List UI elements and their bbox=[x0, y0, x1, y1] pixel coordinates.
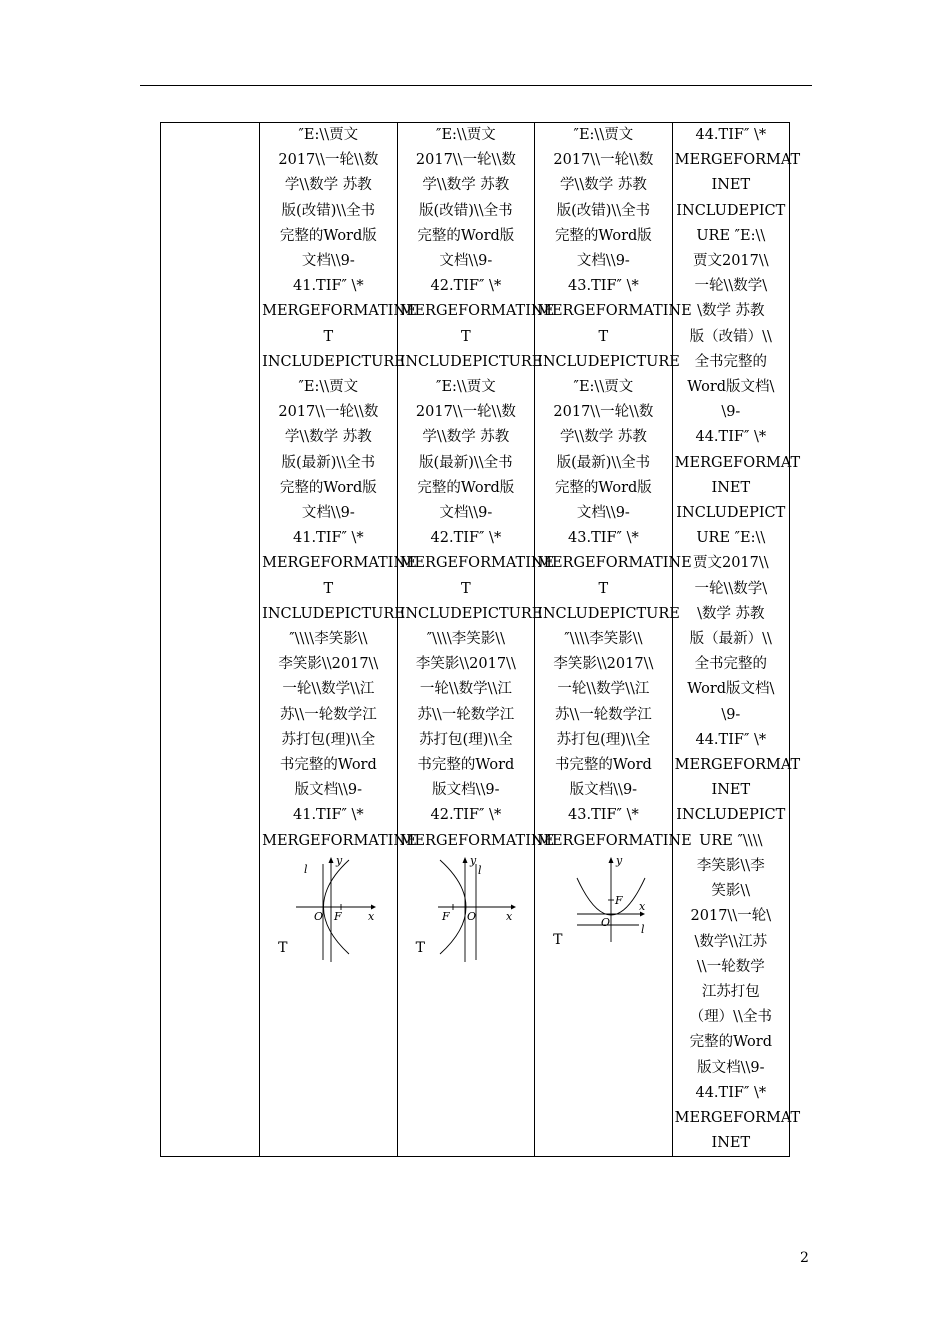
table-cell-fig-41 bbox=[260, 123, 417, 1157]
text-line: 完整的Word版 bbox=[554, 479, 652, 496]
field-code-text bbox=[260, 123, 417, 854]
text-line: 41.TIF″ \* bbox=[293, 530, 364, 547]
text-line: INET bbox=[711, 1135, 751, 1152]
text-line: Word版文档\ bbox=[687, 681, 775, 698]
text-line: 42.TIF″ \* bbox=[430, 530, 502, 547]
text-line: 完整的Word版 bbox=[417, 479, 515, 496]
text-line: 苏\\一轮数学江 bbox=[279, 706, 377, 723]
text-line: 44.TIF″ \* bbox=[695, 731, 767, 748]
text-line: 书完整的Word bbox=[554, 757, 652, 774]
label-x: x bbox=[639, 899, 646, 913]
label-y: y bbox=[616, 853, 623, 867]
text-line: 版(改错)\\全书 bbox=[281, 202, 376, 219]
trailing-mark: T bbox=[553, 931, 563, 948]
figure-41-wrap bbox=[260, 854, 397, 969]
text-line: 完整的Word版 bbox=[279, 227, 377, 244]
text-line: \数学 苏教 bbox=[697, 303, 765, 320]
figure-42-wrap bbox=[398, 854, 535, 969]
text-line: INCLUDEPICTURE bbox=[537, 605, 680, 622]
text-line: 学\\数学 苏教 bbox=[422, 429, 510, 446]
text-line: 苏打包(理)\\全 bbox=[556, 731, 651, 748]
text-line: 书完整的Word bbox=[417, 757, 515, 774]
label-y: y bbox=[336, 853, 343, 867]
text-line: MERGEFORMAT bbox=[674, 152, 801, 169]
text-line: ″E:\\贾文 bbox=[573, 127, 634, 143]
text-line: 2017\\一轮\\数 bbox=[553, 152, 654, 169]
label-focus: F bbox=[441, 909, 450, 923]
table-cell-fig-42 bbox=[397, 123, 555, 1157]
text-line: ″E:\\贾文 bbox=[436, 127, 496, 143]
text-line: \\一轮数学 bbox=[696, 958, 765, 975]
text-line: 版（最新）\\ bbox=[689, 631, 772, 648]
text-line: 贾文2017\\ bbox=[692, 555, 769, 572]
label-origin: O bbox=[314, 909, 324, 923]
text-line: 2017\\一轮\ bbox=[690, 908, 772, 925]
text-line: 版（改错）\\ bbox=[689, 328, 772, 345]
text-line: 41.TIF″ \* bbox=[293, 807, 364, 824]
field-code-text bbox=[535, 123, 692, 854]
text-line: \9- bbox=[721, 706, 741, 723]
text-line: MERGEFORMAT bbox=[674, 1109, 801, 1126]
text-line: MERGEFORMATINE bbox=[399, 555, 555, 572]
text-line: MERGEFORMATINE bbox=[537, 832, 692, 849]
text-line: 完整的Word bbox=[689, 1034, 772, 1051]
text-line: 43.TIF″ \* bbox=[568, 278, 639, 295]
text-line: INCLUDEPICTURE bbox=[399, 353, 543, 370]
text-line: 版(最新)\\全书 bbox=[281, 454, 376, 471]
text-line: 苏打包(理)\\全 bbox=[281, 731, 376, 748]
text-line: 笑影\\ bbox=[711, 883, 751, 900]
text-line: MERGEFORMATINE bbox=[262, 555, 417, 572]
text-line: 43.TIF″ \* bbox=[568, 807, 639, 824]
text-line: MERGEFORMATINE bbox=[537, 555, 692, 572]
table-cell-fig-44 bbox=[672, 123, 801, 1157]
page-number: 2 bbox=[800, 1250, 809, 1266]
text-line: 学\\数学 苏教 bbox=[559, 177, 647, 194]
text-line: ″E:\\贾文 bbox=[436, 379, 496, 396]
text-line: 版(最新)\\全书 bbox=[419, 454, 513, 471]
text-line: INCLUDEPICTURE bbox=[262, 605, 405, 622]
text-line: ″E:\\贾文 bbox=[298, 379, 359, 396]
text-line: 一轮\\数学\\江 bbox=[419, 681, 512, 698]
text-line: 2017\\一轮\\数 bbox=[415, 152, 516, 169]
text-line: 一轮\\数学\ bbox=[694, 278, 768, 295]
text-line: ″E:\\贾文 bbox=[298, 127, 359, 143]
parabola-figure-left-opening bbox=[430, 854, 520, 964]
text-line: 苏\\一轮数学江 bbox=[417, 706, 515, 723]
text-line: 李笑影\\李 bbox=[696, 857, 765, 874]
text-line: INET bbox=[711, 479, 751, 496]
table-cell-fig-43 bbox=[535, 123, 692, 1157]
text-line: INET bbox=[711, 782, 751, 799]
text-line: 学\\数学 苏教 bbox=[422, 177, 510, 194]
trailing-mark: T bbox=[415, 939, 425, 956]
text-line: 完整的Word版 bbox=[417, 227, 515, 244]
text-line: 44.TIF″ \* bbox=[695, 127, 767, 143]
text-line: MERGEFORMATINE bbox=[399, 832, 555, 849]
text-line: 苏\\一轮数学江 bbox=[554, 706, 652, 723]
text-line: 一轮\\数学\\江 bbox=[282, 681, 375, 698]
text-line: （理）\\全书 bbox=[689, 1009, 772, 1026]
text-line: INET bbox=[711, 177, 751, 194]
text-line: 版文档\\9- bbox=[294, 782, 363, 799]
text-line: 完整的Word版 bbox=[554, 227, 652, 244]
text-line: 书完整的Word bbox=[279, 757, 377, 774]
text-line: T bbox=[323, 580, 334, 597]
text-line: T bbox=[461, 580, 471, 597]
text-line: MERGEFORMATINE bbox=[262, 303, 417, 320]
text-line: MERGEFORMAT bbox=[674, 454, 801, 471]
text-line: MERGEFORMATINE bbox=[399, 303, 555, 320]
text-line: T bbox=[461, 328, 471, 345]
text-line: INCLUDEPICT bbox=[676, 202, 786, 219]
text-line: ″\\\\李笑影\\ bbox=[426, 631, 505, 648]
text-line: 版(改错)\\全书 bbox=[419, 202, 513, 219]
text-line: 44.TIF″ \* bbox=[695, 1084, 767, 1101]
field-code-text bbox=[398, 123, 555, 854]
trailing-mark: T bbox=[278, 939, 288, 956]
text-line: 学\\数学 苏教 bbox=[284, 429, 372, 446]
text-line: MERGEFORMAT bbox=[674, 757, 801, 774]
text-line: INCLUDEPICT bbox=[676, 505, 786, 522]
text-line: 版文档\\9- bbox=[569, 782, 638, 799]
text-line: MERGEFORMATINE bbox=[537, 303, 692, 320]
text-line: 文档\\9- bbox=[576, 505, 630, 522]
text-line: ″\\\\李笑影\\ bbox=[289, 631, 368, 648]
text-line: 文档\\9- bbox=[301, 253, 355, 270]
text-line: ″E:\\贾文 bbox=[573, 379, 634, 396]
text-line: 学\\数学 苏教 bbox=[284, 177, 372, 194]
text-line: \数学\\江苏 bbox=[694, 933, 768, 950]
field-code-text bbox=[673, 123, 801, 1156]
text-line: 2017\\一轮\\数 bbox=[278, 152, 379, 169]
label-x: x bbox=[368, 909, 375, 923]
text-line: 李笑影\\2017\\ bbox=[553, 656, 654, 673]
text-line: T bbox=[598, 328, 609, 345]
text-line: 文档\\9- bbox=[576, 253, 630, 270]
text-line: 2017\\一轮\\数 bbox=[278, 404, 379, 421]
text-line: 学\\数学 苏教 bbox=[559, 429, 647, 446]
label-x: x bbox=[505, 909, 512, 923]
text-line: 41.TIF″ \* bbox=[293, 278, 364, 295]
figure-43-wrap bbox=[535, 854, 672, 969]
text-line: 贾文2017\\ bbox=[692, 253, 769, 270]
text-line: ″\\\\李笑影\\ bbox=[564, 631, 643, 648]
text-line: 一轮\\数学\ bbox=[694, 580, 768, 597]
label-l: l bbox=[304, 862, 308, 876]
label-origin: O bbox=[466, 909, 476, 923]
text-line: 李笑影\\2017\\ bbox=[415, 656, 516, 673]
parabola-figure-up-opening bbox=[575, 854, 655, 944]
table-cell-empty bbox=[161, 123, 260, 1157]
text-line: 江苏打包 bbox=[701, 983, 760, 1000]
text-line: 42.TIF″ \* bbox=[430, 807, 502, 824]
text-line: 文档\\9- bbox=[439, 253, 493, 270]
label-focus: F bbox=[334, 909, 342, 923]
text-line: Word版文档\ bbox=[687, 379, 775, 396]
label-origin: O bbox=[601, 915, 611, 929]
text-line: URE ″\\\\ bbox=[699, 832, 763, 849]
text-line: \9- bbox=[721, 404, 741, 421]
text-line: 版文档\\9- bbox=[697, 1059, 765, 1076]
label-focus: F bbox=[615, 893, 623, 907]
text-line: MERGEFORMATINE bbox=[262, 832, 417, 849]
text-line: 版文档\\9- bbox=[432, 782, 500, 799]
label-l: l bbox=[641, 922, 645, 936]
text-line: 42.TIF″ \* bbox=[430, 278, 502, 295]
table-row bbox=[161, 123, 790, 1157]
text-line: 苏打包(理)\\全 bbox=[419, 731, 513, 748]
text-line: 文档\\9- bbox=[301, 505, 355, 522]
content-table bbox=[160, 122, 801, 1157]
label-l: l bbox=[477, 863, 482, 877]
parabola-figure-right-opening bbox=[296, 854, 386, 964]
text-line: 全书完整的 bbox=[694, 656, 768, 673]
text-line: 44.TIF″ \* bbox=[695, 429, 767, 446]
text-line: \数学 苏教 bbox=[697, 605, 765, 622]
text-line: 李笑影\\2017\\ bbox=[278, 656, 379, 673]
label-y: y bbox=[469, 853, 476, 867]
text-line: INCLUDEPICTURE bbox=[537, 353, 680, 370]
text-line: URE ″E:\\ bbox=[696, 227, 766, 244]
text-line: 版(改错)\\全书 bbox=[556, 202, 651, 219]
text-line: 文档\\9- bbox=[439, 505, 493, 522]
text-line: URE ″E:\\ bbox=[696, 530, 766, 547]
text-line: 一轮\\数学\\江 bbox=[557, 681, 650, 698]
text-line: T bbox=[323, 328, 334, 345]
text-line: 全书完整的 bbox=[694, 353, 768, 370]
text-line: 2017\\一轮\\数 bbox=[415, 404, 516, 421]
text-line: 完整的Word版 bbox=[279, 479, 377, 496]
text-line: 2017\\一轮\\数 bbox=[553, 404, 654, 421]
text-line: 43.TIF″ \* bbox=[568, 530, 639, 547]
text-line: INCLUDEPICTURE bbox=[399, 605, 543, 622]
text-line: INCLUDEPICT bbox=[676, 807, 786, 824]
text-line: INCLUDEPICTURE bbox=[262, 353, 405, 370]
header-rule bbox=[140, 85, 812, 86]
text-line: T bbox=[598, 580, 609, 597]
text-line: 版(最新)\\全书 bbox=[556, 454, 651, 471]
